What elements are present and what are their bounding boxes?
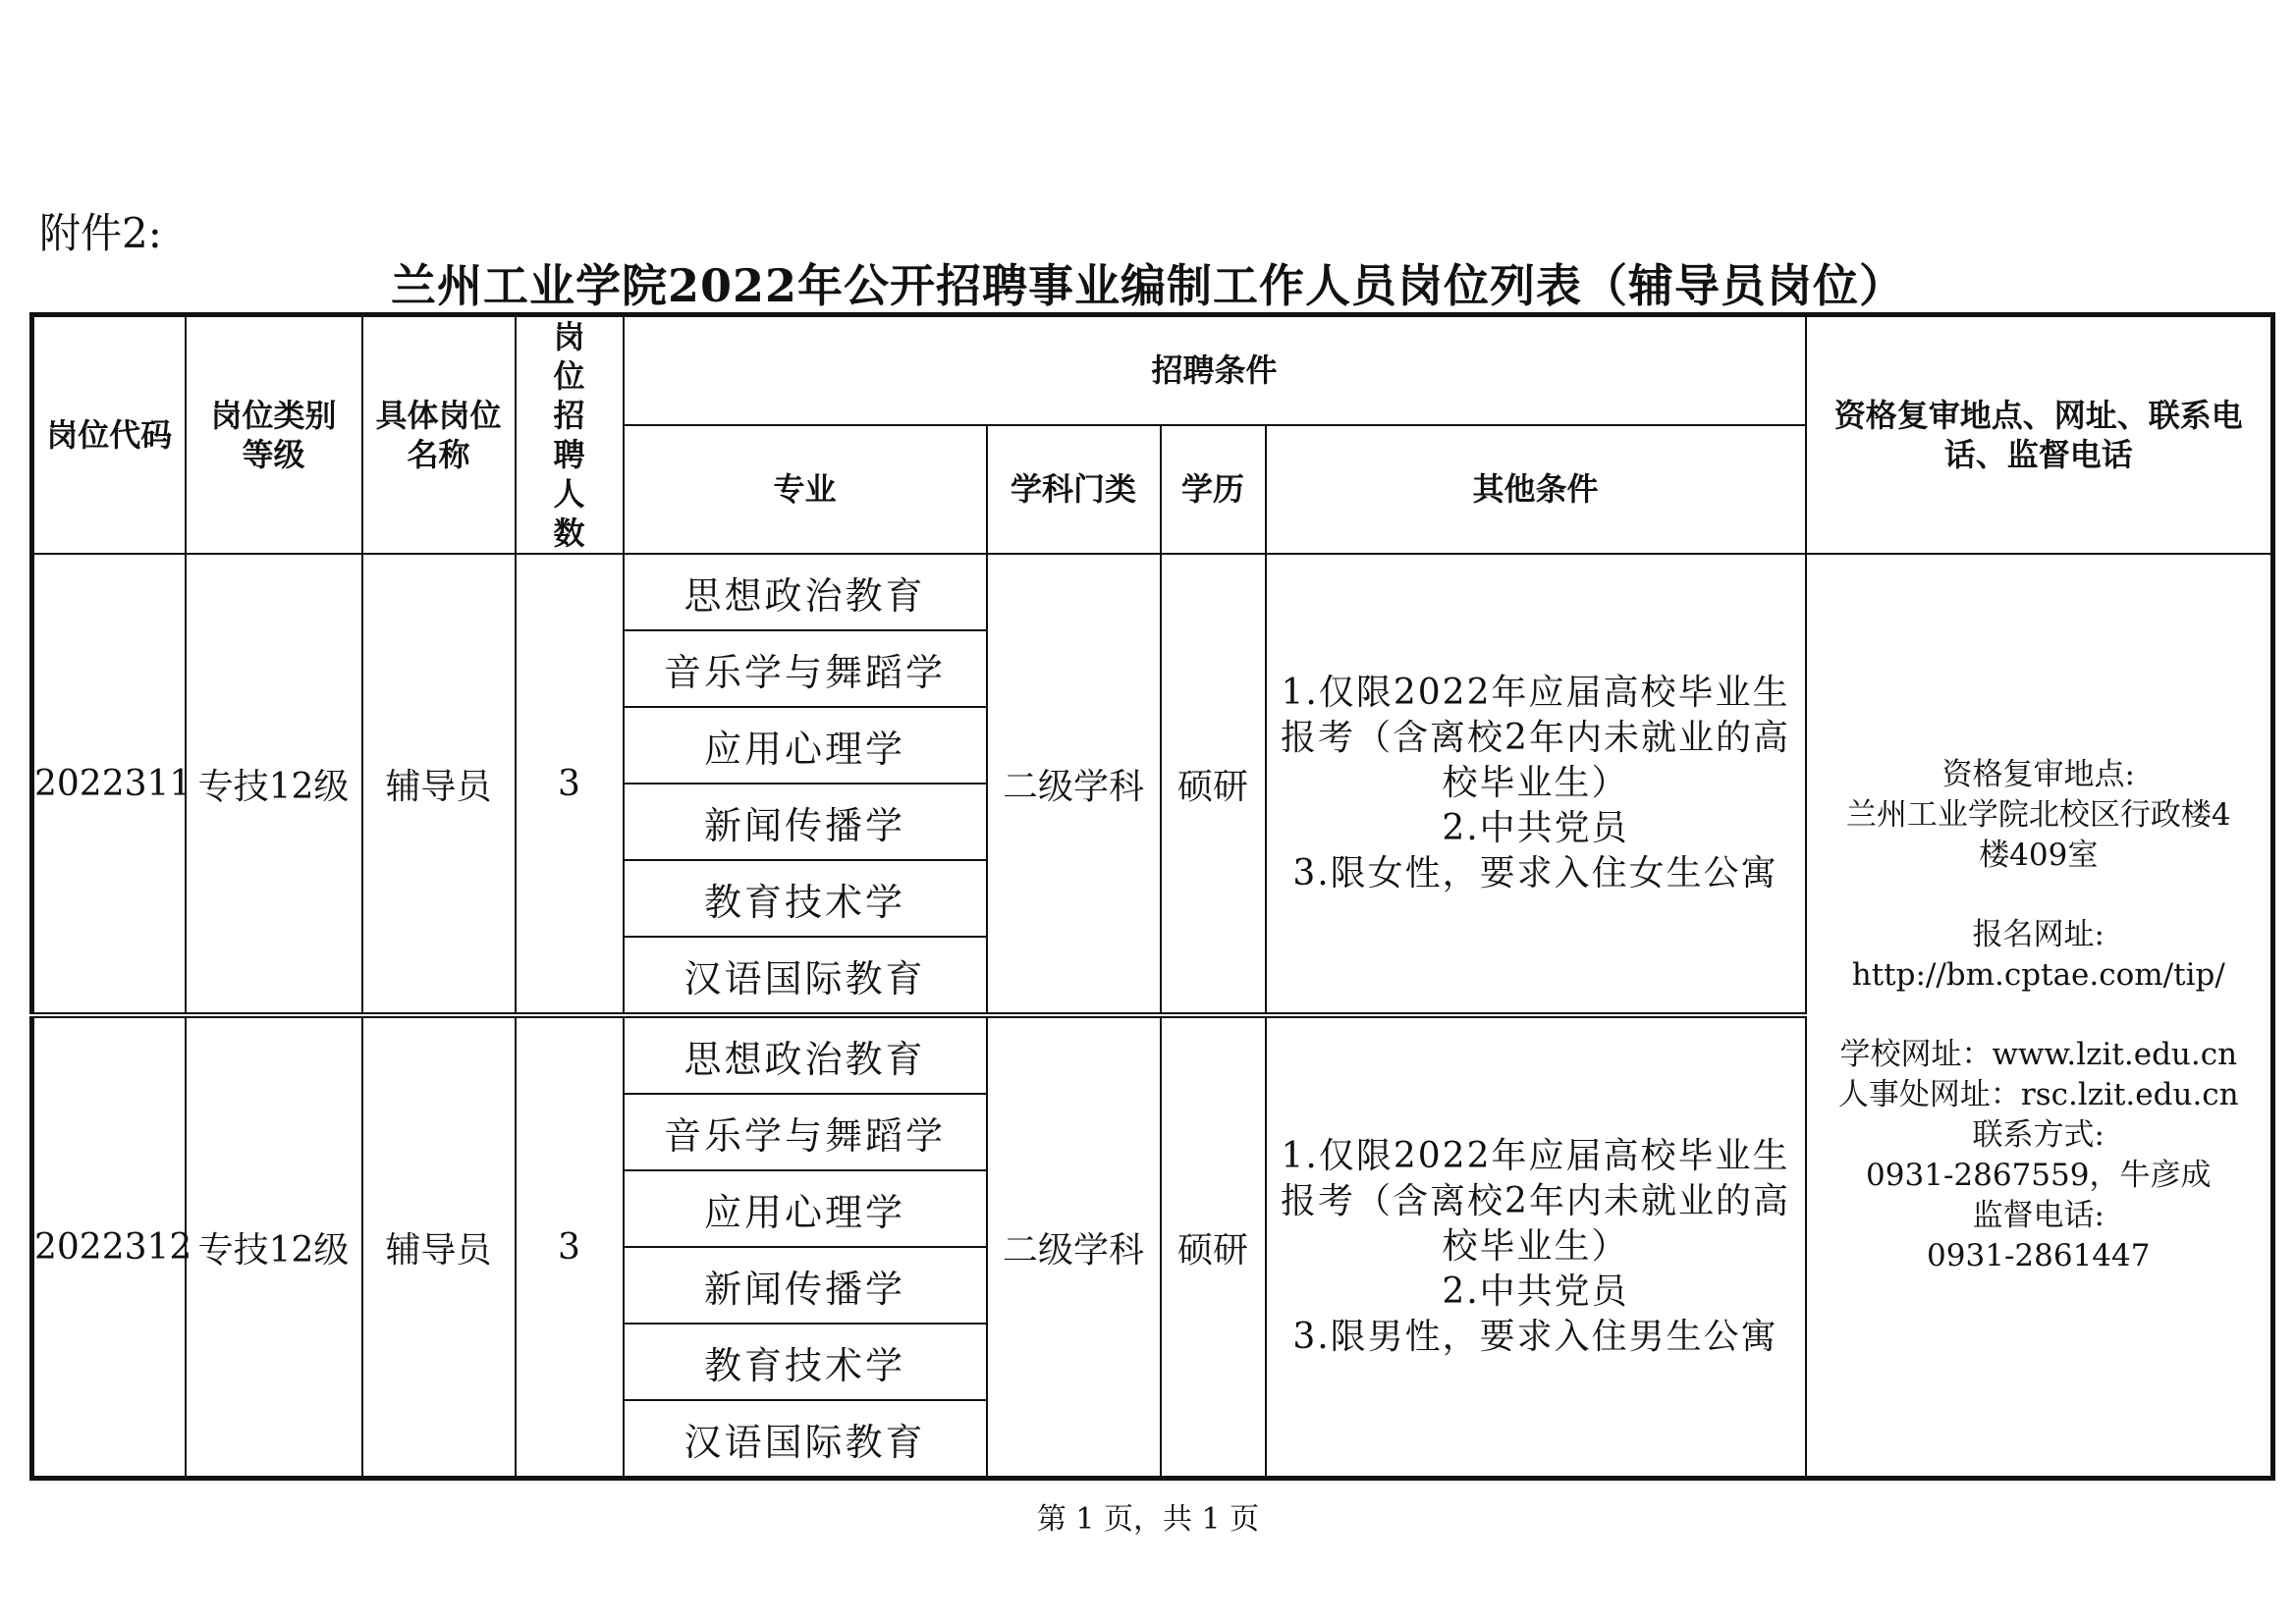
row1-other-line-1: 1.仅限2022年应届高校毕业生报考（含离校2年内未就业的高校毕业生）: [1281, 673, 1790, 803]
header-code: 岗位代码: [32, 315, 186, 555]
row2-major-1: 思想政治教育: [624, 1015, 987, 1094]
row1-major-5: 教育技术学: [624, 860, 987, 937]
row1-major-2: 音乐学与舞蹈学: [624, 630, 987, 707]
row1-discipline: 二级学科: [987, 554, 1161, 1015]
header-other: 其他条件: [1266, 425, 1806, 554]
row1-education: 硕研: [1161, 554, 1266, 1015]
row1-major-4: 新闻传播学: [624, 784, 987, 860]
positions-table: [29, 312, 2275, 1481]
row1-other-conditions: [1266, 554, 1806, 1015]
supervise-phone: 0931-2861447: [1927, 1237, 2151, 1273]
row1-count: 3: [516, 554, 624, 1015]
row1-other-line-2: 2.中共党员: [1442, 808, 1629, 848]
header-contact: 资格复审地点、网址、联系电话、监督电话: [1806, 315, 2273, 555]
row2-major-5: 教育技术学: [624, 1324, 987, 1400]
header-major: 专业: [624, 425, 987, 554]
document-title: 兰州工业学院2022年公开招聘事业编制工作人员岗位列表（辅导员岗位）: [390, 259, 1906, 312]
header-discipline: 学科门类: [987, 425, 1161, 554]
row1-major-6: 汉语国际教育: [624, 937, 987, 1015]
row1-major-3: 应用心理学: [624, 707, 987, 784]
contact-label: 联系方式:: [1972, 1116, 2105, 1153]
header-category: 岗位类别等级: [186, 315, 362, 555]
row1-other-line-3: 3.限女性，要求入住女生公寓: [1292, 853, 1778, 893]
page-footer: 第 1 页，共 1 页: [1036, 1502, 1260, 1537]
row2-count: 3: [516, 1015, 624, 1479]
row1-position: 辅导员: [362, 554, 516, 1015]
header-position-name: 具体岗位名称: [362, 315, 516, 555]
signup-url[interactable]: http://bm.cptae.com/tip/: [1851, 956, 2225, 993]
row1-category: 专技12级: [186, 554, 362, 1015]
header-count: 岗位招聘人数: [516, 315, 624, 555]
row2-major-4: 新闻传播学: [624, 1247, 987, 1324]
row2-other-conditions: [1266, 1015, 1806, 1479]
review-place: 兰州工业学院北校区行政楼4楼409室: [1845, 796, 2231, 873]
row2-major-6: 汉语国际教育: [624, 1400, 987, 1479]
row2-other-line-2: 2.中共党员: [1442, 1271, 1629, 1312]
signup-label: 报名网址:: [1972, 916, 2105, 952]
header-education: 学历: [1161, 425, 1266, 554]
row2-other-line-3: 3.限男性，要求入住男生公寓: [1292, 1317, 1778, 1357]
row2-education: 硕研: [1161, 1015, 1266, 1479]
row2-position: 辅导员: [362, 1015, 516, 1479]
row2-other-line-1: 1.仅限2022年应届高校毕业生报考（含离校2年内未就业的高校毕业生）: [1281, 1136, 1790, 1267]
row1-major-1: 思想政治教育: [624, 554, 987, 630]
row2-major-3: 应用心理学: [624, 1170, 987, 1247]
contact-info: [1806, 554, 2273, 1479]
row2-category: 专技12级: [186, 1015, 362, 1479]
hr-site[interactable]: 人事处网址：rsc.lzit.edu.cn: [1837, 1076, 2239, 1112]
contact-phone: 0931-2867559，牛彦成: [1866, 1157, 2212, 1193]
row2-major-2: 音乐学与舞蹈学: [624, 1094, 987, 1170]
header-conditions-group: 招聘条件: [624, 315, 1806, 425]
row2-discipline: 二级学科: [987, 1015, 1161, 1479]
review-label: 资格复审地点:: [1941, 756, 2135, 792]
supervise-label: 监督电话:: [1972, 1197, 2105, 1233]
row2-code: 2022312: [32, 1015, 186, 1479]
attachment-label: 附件2:: [39, 209, 162, 257]
school-site[interactable]: 学校网址：www.lzit.edu.cn: [1839, 1036, 2238, 1072]
row1-code: 2022311: [32, 554, 186, 1015]
